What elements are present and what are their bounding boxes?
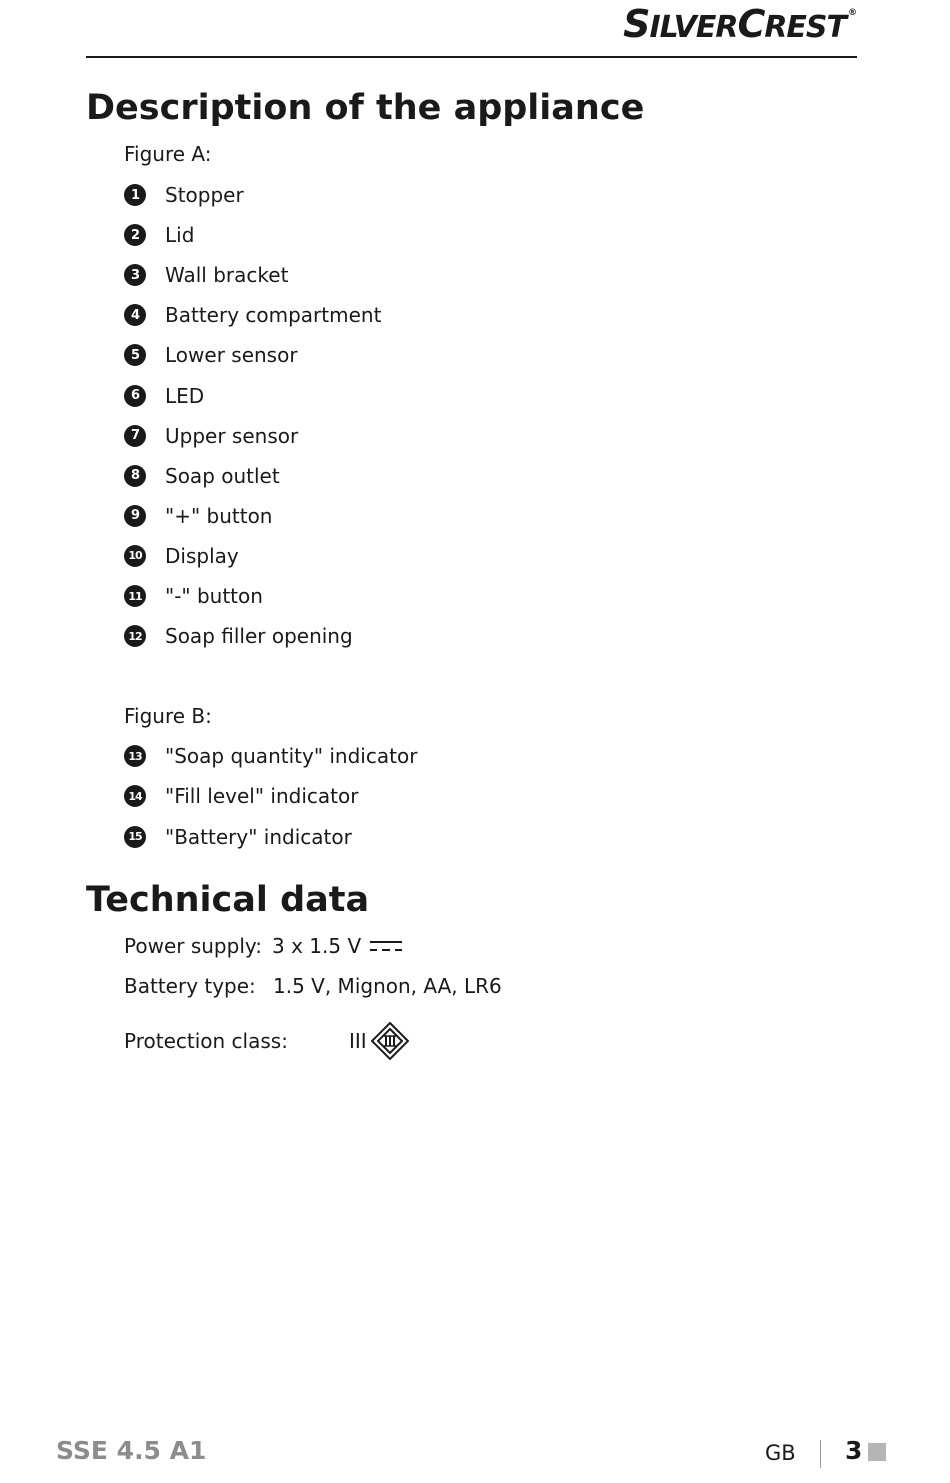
figure-a-label: Figure A:	[124, 142, 212, 166]
item-label: Soap filler opening	[165, 624, 353, 649]
list-item	[124, 222, 194, 248]
item-label: "Soap quantity" indicator	[165, 744, 418, 768]
list-item	[124, 182, 244, 208]
technical-heading: Technical data	[86, 880, 370, 920]
brand-text-ilver: ILVER	[649, 10, 738, 45]
list-item	[124, 743, 417, 769]
item-number-badge: 2	[124, 224, 146, 246]
description-heading: Description of the appliance	[86, 88, 645, 128]
list-item	[124, 783, 358, 809]
item-number-badge: 1	[124, 184, 146, 206]
power-supply-label: Power supply:	[124, 934, 262, 958]
power-supply-value-wrap	[272, 934, 403, 958]
item-label: Lower sensor	[165, 343, 298, 368]
protection-class-iii-icon	[371, 1022, 409, 1060]
direct-current-icon	[369, 939, 403, 953]
battery-type-label: Battery type:	[124, 974, 256, 998]
item-label: Upper sensor	[165, 423, 299, 448]
page-marker-square-icon	[868, 1443, 886, 1461]
item-label: "-" button	[165, 584, 263, 608]
item-label: Battery compartment	[165, 303, 382, 328]
battery-type-row	[124, 974, 502, 998]
power-supply-row	[124, 934, 362, 958]
header-divider	[86, 56, 857, 58]
footer-language: GB	[765, 1441, 796, 1465]
item-number-badge: 7	[124, 425, 146, 447]
item-number-badge: 11	[124, 585, 146, 607]
item-number-badge: 4	[124, 304, 146, 326]
registered-mark: ®	[848, 8, 856, 18]
item-label: Display	[165, 543, 239, 568]
footer-divider	[820, 1440, 821, 1468]
list-item	[124, 623, 353, 649]
item-label: "+" button	[165, 503, 273, 528]
list-item	[124, 342, 298, 368]
footer-model: SSE 4.5 A1	[56, 1436, 207, 1465]
brand-logo	[623, 2, 856, 46]
brand-text-rest: REST	[764, 10, 846, 45]
list-item	[124, 262, 288, 288]
list-item	[124, 503, 272, 529]
list-item	[124, 383, 204, 409]
list-item	[124, 302, 381, 328]
item-number-badge: 9	[124, 505, 146, 527]
list-item	[124, 824, 352, 850]
item-number-badge: 6	[124, 385, 146, 407]
list-item	[124, 583, 263, 609]
item-number-badge: 15	[124, 826, 146, 848]
item-number-badge: 3	[124, 264, 146, 286]
protection-class-row	[124, 1029, 367, 1053]
item-label: Stopper	[165, 183, 244, 207]
footer-page-number: 3	[845, 1436, 863, 1465]
list-item	[124, 463, 280, 489]
list-item	[124, 543, 239, 569]
item-label: Wall bracket	[165, 263, 289, 288]
brand-initial-s: S	[623, 2, 650, 46]
item-label: Lid	[165, 223, 195, 248]
item-number-badge: 10	[124, 545, 146, 567]
item-number-badge: 13	[124, 745, 146, 767]
item-number-badge: 14	[124, 785, 146, 807]
brand-initial-c: C	[737, 2, 765, 46]
protection-class-value: III	[349, 1029, 367, 1053]
item-number-badge: 12	[124, 625, 146, 647]
battery-type-value: 1.5 V, Mignon, AA, LR6	[273, 974, 502, 998]
figure-b-label: Figure B:	[124, 704, 212, 728]
item-label: "Fill level" indicator	[165, 784, 359, 809]
power-supply-value: 3 x 1.5 V	[272, 934, 362, 958]
item-number-badge: 5	[124, 344, 146, 366]
item-label: LED	[165, 383, 205, 408]
list-item	[124, 423, 298, 449]
protection-class-label: Protection class:	[124, 1029, 288, 1053]
item-number-badge: 8	[124, 465, 146, 487]
item-label: Soap outlet	[165, 463, 280, 488]
item-label: "Battery" indicator	[165, 824, 352, 849]
